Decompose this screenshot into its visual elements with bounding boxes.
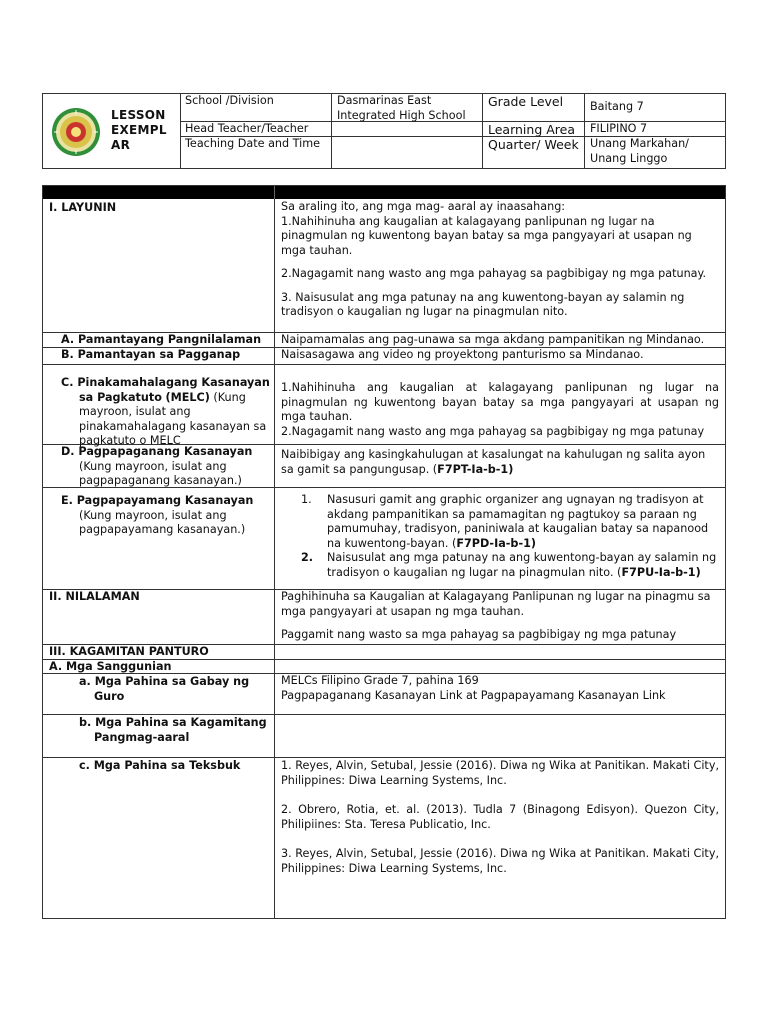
pamantayang-pangnilalaman-value: Naipamamalas ang pag-unawa sa mga akdang pampanitikan ng Mindanao.: [281, 333, 705, 346]
melc-item-1: 1.Nahihinuha ang kaugalian at kalagayang panlipunan ng lugar na pinagmulan ng kuwentong bayan batay sa mga pangyayari at usapan ng mga tauhan.: [281, 381, 719, 424]
kagamitang-pangmag-aaral-label: b. Mga Pahina sa Kagamitang Pangmag-aaral: [79, 716, 267, 744]
grade-value: Baitang 7: [590, 100, 644, 113]
pagpapayamang-label: [61, 494, 273, 538]
table-header-bar: [43, 186, 725, 199]
logo-cell: [43, 94, 181, 168]
teksbuk-ref-1: 1. Reyes, Alvin, Setubal, Jessie (2016). Diwa ng Wika at Panitikan. Makati City, Philippines: Diwa Learning Systems, Inc.: [281, 759, 719, 787]
datetime-value-cell: [332, 137, 483, 168]
quarter-value-cell: [585, 137, 725, 168]
teacher-value-cell: [332, 122, 483, 137]
pagpapaganang-title: D. Pagpapaganang Kasanayan: [61, 445, 253, 458]
school-label-cell: [180, 94, 332, 122]
pagpapaganang-value: [281, 448, 719, 477]
layunin-item-3: 3. Naisusulat ang mga patunay na ang kuwentong-bayan ay salamin ng tradisyon o kaugalian ng lugar na pinagmulan nito.: [281, 290, 685, 319]
school-value: Dasmarinas East Integrated High School: [337, 94, 466, 122]
layunin-label: I. LAYUNIN: [49, 201, 117, 214]
datetime-label-cell: [180, 137, 332, 168]
kagamitan-label: III. KAGAMITAN PANTURO: [49, 645, 209, 658]
teksbuk-ref-3: 3. Reyes, Alvin, Setubal, Jessie (2016). Diwa ng Wika at Panitikan. Makati City, Philippines: Diwa Learning Systems, Inc.: [281, 847, 719, 875]
melc-content: [281, 381, 719, 439]
nilalaman-item-2: Paggamit nang wasto sa mga pahayag sa pagbibigay ng mga patunay: [281, 628, 677, 642]
pamantayan-pagganap-label: B. Pamantayan sa Pagganap: [61, 348, 241, 361]
layunin-item-2: 2.Nagagamit nang wasto ang mga pahayag sa pagbibigay ng mga patunay.: [281, 267, 707, 281]
lesson-exemplar-title: LESSON EXEMPL AR: [111, 108, 167, 152]
teacher-label-cell: [180, 122, 332, 137]
area-label-cell: [483, 122, 585, 137]
pagpapayamang-note: (Kung mayroon, isulat ang pagpapayamang kasanayan.): [79, 508, 246, 537]
datetime-label: Teaching Date and Time: [185, 137, 321, 150]
area-value-cell: [585, 122, 725, 137]
pagpapayamang-list: [301, 493, 719, 580]
grade-label: Grade Level: [488, 94, 564, 109]
lesson-plan-table: [42, 185, 726, 919]
pagpapaganang-note: (Kung mayroon, isulat ang pagpapaganang kasanayan.): [79, 459, 242, 488]
teksbuk-content: [281, 759, 719, 876]
list-number: 1.: [301, 493, 312, 506]
area-label: Learning Area: [488, 122, 576, 137]
melc-label-title: C. Pinakamahalagang Kasanayan sa Pagkatuto: [61, 376, 270, 404]
school-label: School /Division: [185, 94, 274, 107]
pagpapaganang-text: Naibibigay ang kasingkahulugan at kasalungat na kahulugan ng salita ayon sa gamit sa pangungusap. (: [281, 448, 706, 476]
layunin-content: [281, 200, 719, 320]
area-value: FILIPINO 7: [590, 122, 648, 135]
sanggunian-label: A. Mga Sanggunian: [49, 660, 172, 673]
nilalaman-label: II. NILALAMAN: [49, 590, 140, 603]
teksbuk-ref-2: 2. Obrero, Rotia, et. al. (2013). Tudla 7 (Binagong Edisyon). Quezon City, Philipiines: Sta. Teresa Publicatio, Inc.: [281, 803, 719, 831]
quarter-value: Unang Markahan/ Unang Linggo: [590, 137, 689, 165]
melc-label-note: (Kung mayroon, isulat ang pinakamahalagang kasanayan sa pagkatuto o MELC: [79, 390, 267, 448]
quarter-label-cell: [483, 137, 585, 168]
pagpapayamang-item-1-code: F7PD-Ia-b-1): [456, 536, 536, 550]
nilalaman-content: [281, 590, 719, 643]
nilalaman-item-1: Paghihinuha sa Kaugalian at Kalagayang Panlipunan ng lugar na pinagmu sa mga pangyayari at usapan ng mga tauhan.: [281, 590, 711, 618]
layunin-item-1: 1.Nahihinuha ang kaugalian at kalagayang panlipunan ng lugar na pinagmulan ng kuwentong bayan batay sa mga pangyayari at usapan ng mga tauhan.: [281, 214, 692, 257]
pagpapayamang-item-1-text: Nasusuri gamit ang graphic organizer ang ugnayan ng tradisyon at akdang pampanitikan sa pamamagitan ng pagtukoy sa paraan ng pamumuhay, tradisyon, paniniwala at kaugalian batay sa napanood na kuwentong-bayan. (: [327, 493, 709, 550]
header-table: [42, 93, 726, 169]
quarter-label: Quarter/ Week: [488, 137, 579, 152]
school-value-cell: [332, 94, 483, 122]
gabay-guro-label: a. Mga Pahina sa Gabay ng Guro: [79, 675, 250, 703]
pamantayan-pagganap-value: Naisasagawa ang video ng proyektong panturismo sa Mindanao.: [281, 348, 644, 361]
pamantayang-pangnilalaman-label: A. Pamantayang Pangnilalaman: [61, 333, 262, 346]
teksbuk-label: c. Mga Pahina sa Teksbuk: [79, 759, 241, 772]
melc-label: [61, 376, 273, 449]
list-number: 2.: [301, 551, 314, 565]
pagpapayamang-item-2-code: F7PU-Ia-b-1): [621, 565, 701, 579]
deped-seal-icon: [51, 107, 101, 157]
melc-label-code: (MELC): [165, 390, 210, 404]
pagpapayamang-title: E. Pagpapayamang Kasanayan: [61, 494, 254, 507]
gabay-guro-content: [281, 674, 719, 703]
gabay-guro-ref-1: MELCs Filipino Grade 7, pahina 169: [281, 674, 479, 687]
pagpapayamang-item-2: [301, 551, 719, 580]
teacher-label: Head Teacher/Teacher: [185, 122, 309, 135]
pagpapayamang-item-1: [301, 493, 719, 551]
grade-label-cell: [483, 94, 585, 122]
pagpapaganang-label: [61, 445, 273, 489]
pagpapaganang-code: F7PT-Ia-b-1): [437, 462, 514, 476]
layunin-intro: Sa araling ito, ang mga mag- aaral ay inaasahang:: [281, 200, 566, 213]
pagpapayamang-item-2-text: Naisusulat ang mga patunay na ang kuwentong-bayan ay salamin ng tradisyon o kaugalian ng lugar na pinagmulan nito. (: [327, 551, 717, 579]
grade-value-cell: [585, 94, 725, 122]
melc-item-2: 2.Nagagamit nang wasto ang mga pahayag sa pagbibigay ng mga patunay: [281, 424, 705, 438]
gabay-guro-ref-2: Pagpapaganang Kasanayan Link at Pagpapayamang Kasanayan Link: [281, 688, 666, 702]
